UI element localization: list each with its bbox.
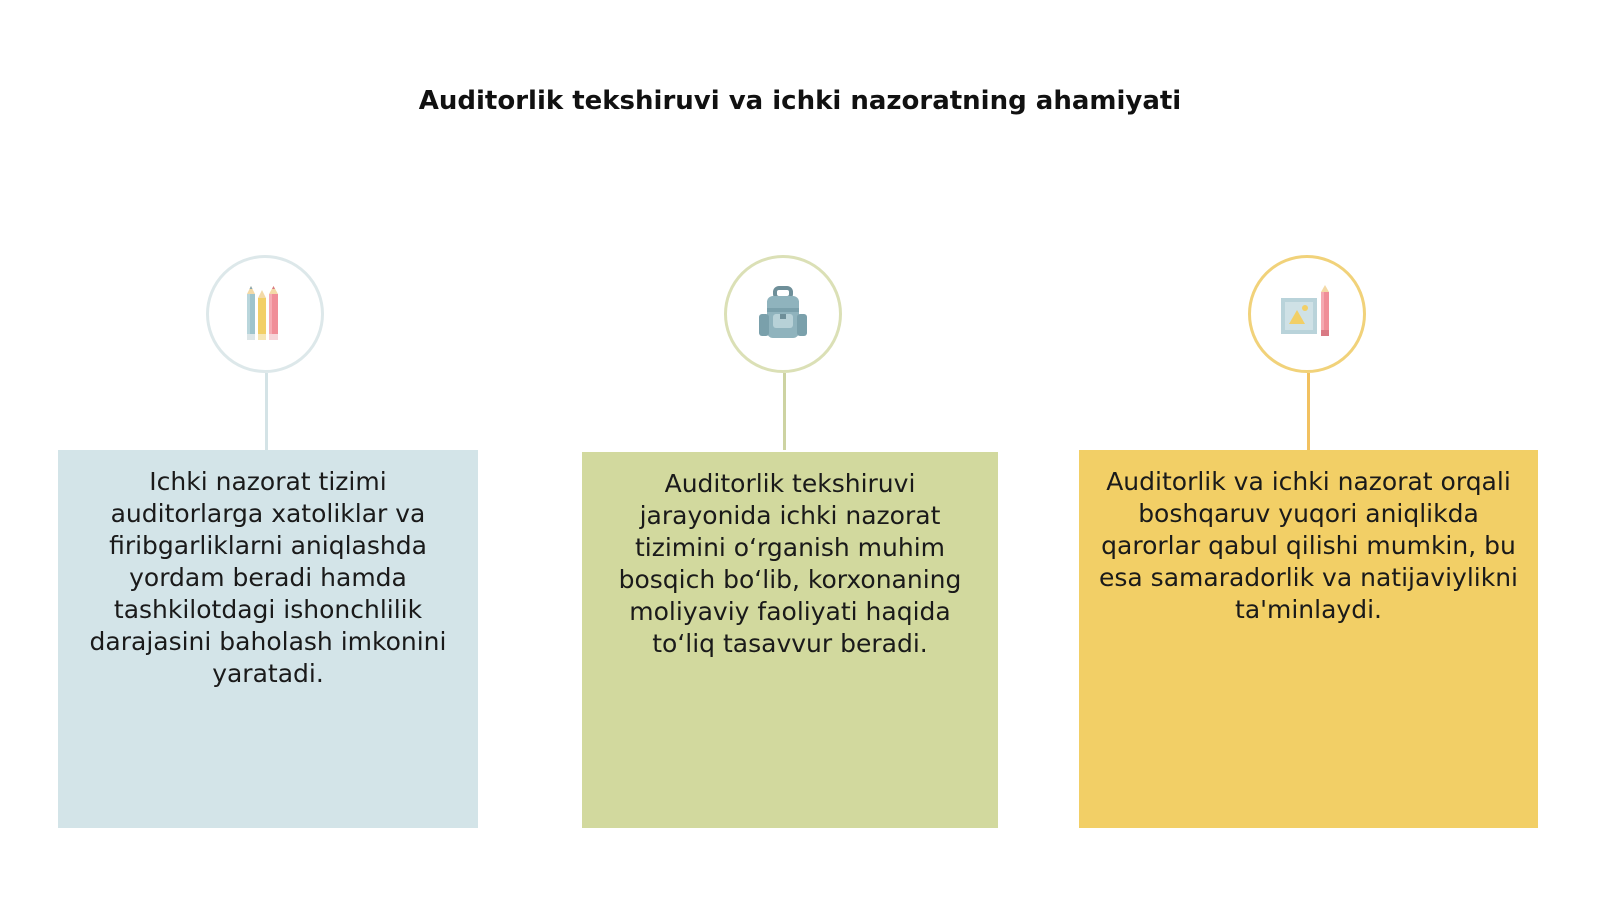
backpack-icon xyxy=(753,284,813,344)
slide-title: Auditorlik tekshiruvi va ichki nazoratning ahamiyati xyxy=(418,86,1182,116)
picture-and-pencil-icon xyxy=(1277,284,1337,344)
connector-line-3 xyxy=(1307,373,1310,450)
pencils-icon xyxy=(237,284,293,344)
card-text-2: Auditorlik tekshiruvi jarayonida ichki nazorat tizimini oʻrganish muhim bosqich boʻlib, korxonaning moliyaviy faoliyati haqida toʻliq tasavvur beradi. xyxy=(618,469,962,658)
info-card-1 xyxy=(58,450,478,828)
icon-circle-2 xyxy=(724,255,842,373)
connector-line-1 xyxy=(265,373,268,450)
info-card-2 xyxy=(582,452,998,828)
icon-circle-1 xyxy=(206,255,324,373)
card-text-3: Auditorlik va ichki nazorat orqali boshqaruv yuqori aniqlikda qarorlar qabul qilishi mumkin, bu esa samaradorlik va natijaviylikni ta'minlaydi. xyxy=(1099,467,1518,624)
icon-circle-3 xyxy=(1248,255,1366,373)
connector-line-2 xyxy=(783,373,786,450)
info-card-3 xyxy=(1079,450,1538,828)
card-text-1: Ichki nazorat tizimi auditorlarga xatoliklar va firibgarliklarni aniqlashda yordam beradi hamda tashkilotdagi ishonchlilik darajasini baholash imkonini yaratadi. xyxy=(89,467,447,688)
